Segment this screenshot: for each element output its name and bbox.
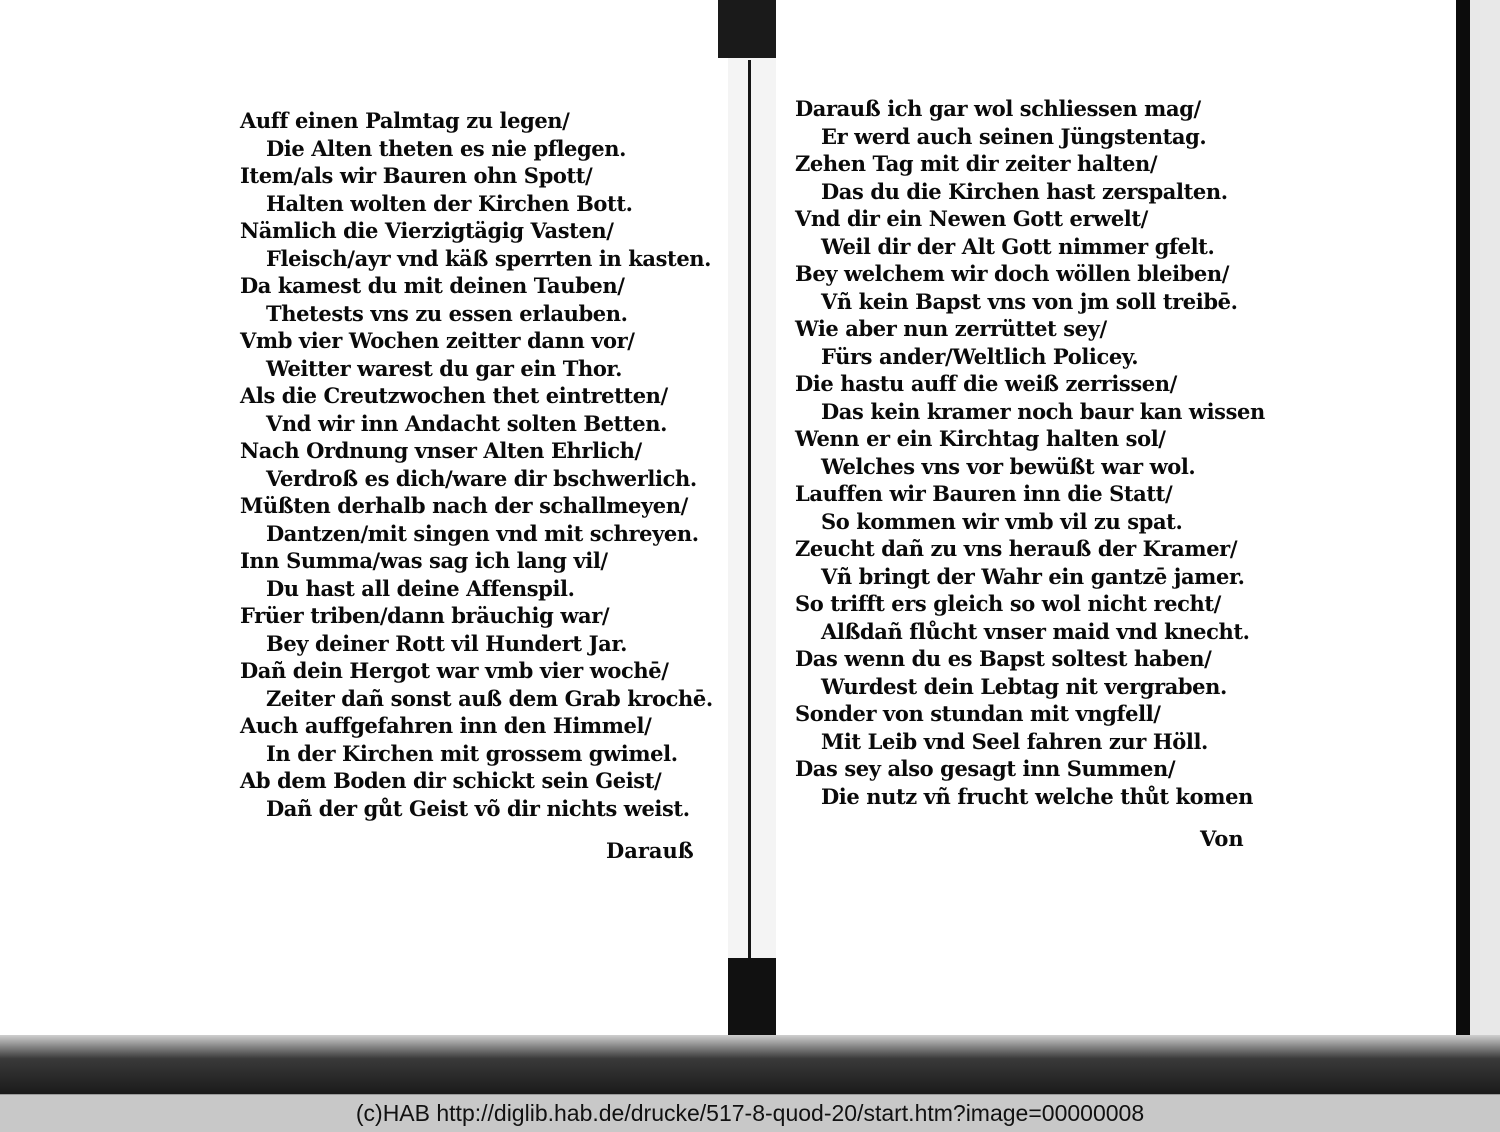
verse-line: Wie aber nun zerrüttet sey/ [795, 316, 1107, 341]
gutter-top-shadow [718, 0, 776, 58]
verse-line: Halten wolten der Kirchen Bott. [266, 190, 633, 216]
verse-line: Welches vns vor bewüßt war wol. [821, 453, 1196, 479]
copyright-url-text: (c)HAB http://diglib.hab.de/drucke/517-8-quod-20/start.htm?image=00000008 [355, 1100, 1145, 1126]
right-page-text [795, 95, 1265, 810]
verse-line: Die Alten theten es nie pflegen. [266, 135, 627, 161]
verse-line: Fürs ander/Weltlich Policey. [821, 343, 1139, 369]
verse-line: Das du die Kirchen hast zerspalten. [821, 178, 1228, 204]
verse-line: Dañ der gůt Geist võ dir nichts weist. [266, 795, 690, 821]
verse-line: Verdroß es dich/ware dir bschwerlich. [266, 465, 697, 491]
copyright-footer [0, 1094, 1500, 1132]
verse-line: So kommen wir vmb vil zu spat. [821, 508, 1183, 534]
verse-line: Vmb vier Wochen zeitter dann vor/ [240, 328, 635, 353]
verse-line: Wenn er ein Kirchtag halten sol/ [795, 426, 1166, 451]
verse-line: Du hast all deine Affenspil. [266, 575, 575, 601]
verse-line: Vnd wir inn Andacht solten Betten. [266, 410, 668, 436]
verse-line: Dantzen/mit singen vnd mit schreyen. [266, 520, 699, 546]
gutter-bottom-shadow [728, 958, 778, 1046]
verse-line: Inn Summa/was sag ich lang vil/ [240, 548, 608, 573]
verse-line: Weitter warest du gar ein Thor. [266, 355, 623, 381]
gutter-fold-line [748, 60, 751, 1050]
verse-line: Lauffen wir Bauren inn die Statt/ [795, 481, 1173, 506]
verse-line: Nach Ordnung vnser Alten Ehrlich/ [240, 438, 642, 463]
verse-line: Nämlich die Vierzigtägig Vasten/ [240, 218, 614, 243]
verse-line: Das wenn du es Bapst soltest haben/ [795, 646, 1212, 671]
verse-line: Das kein kramer noch baur kan wissen [821, 398, 1265, 424]
verse-line: Zehen Tag mit dir zeiter halten/ [795, 151, 1158, 176]
verse-line: Das sey also gesagt inn Summen/ [795, 756, 1176, 781]
verse-line: Sonder von stundan mit vngfell/ [795, 701, 1161, 726]
verse-line: In der Kirchen mit grossem gwimel. [266, 740, 678, 766]
verse-line: Dañ dein Hergot war vmb vier wochē/ [240, 658, 669, 683]
verse-line: Vnd dir ein Newen Gott erwelt/ [795, 206, 1148, 231]
left-page-text [240, 107, 720, 822]
verse-line: Fleisch/ayr vnd käß sperrten in kasten. [266, 245, 712, 271]
verse-line: Zeiter dañ sonst auß dem Grab krochē. [266, 685, 713, 711]
verse-line: Alßdañ flůcht vnser maid vnd knecht. [821, 618, 1250, 644]
verse-line: Auch auffgefahren inn den Himmel/ [240, 713, 652, 738]
verse-line: Früer triben/dann bräuchig war/ [240, 603, 610, 628]
verse-line: Vñ kein Bapst vns von jm soll treibē. [821, 288, 1238, 314]
verse-line: Die nutz vñ frucht welche thůt komen [821, 783, 1253, 809]
verse-line: Müßten derhalb nach der schallmeyen/ [240, 493, 688, 518]
verse-line: Die hastu auff die weiß zerrissen/ [795, 371, 1177, 396]
verse-line: Thetests vns zu essen erlauben. [266, 300, 628, 326]
verse-line: Weil dir der Alt Gott nimmer gfelt. [821, 233, 1215, 259]
verse-line: Wurdest dein Lebtag nit vergraben. [821, 673, 1227, 699]
verse-line: Vñ bringt der Wahr ein gantzē jamer. [821, 563, 1245, 589]
verse-line: Bey deiner Rott vil Hundert Jar. [266, 630, 627, 656]
right-page-catchword: Von [1200, 826, 1244, 851]
verse-line: Er werd auch seinen Jüngstentag. [821, 123, 1207, 149]
verse-line: Ab dem Boden dir schickt sein Geist/ [240, 768, 662, 793]
scan-bottom-shadow [0, 1035, 1500, 1094]
verse-line: Als die Creutzwochen thet eintretten/ [240, 383, 668, 408]
verse-line: Zeucht dañ zu vns herauß der Kramer/ [795, 536, 1238, 561]
verse-line: Bey welchem wir doch wöllen bleiben/ [795, 261, 1230, 286]
verse-line: Darauß ich gar wol schliessen mag/ [795, 96, 1201, 121]
verse-line: Item/als wir Bauren ohn Spott/ [240, 163, 593, 188]
verse-line: So trifft ers gleich so wol nicht recht/ [795, 591, 1221, 616]
verse-line: Mit Leib vnd Seel fahren zur Höll. [821, 728, 1208, 754]
verse-line: Da kamest du mit deinen Tauben/ [240, 273, 625, 298]
scan-margin-right [1470, 0, 1500, 1060]
right-page-edge [1456, 0, 1470, 1060]
verse-line: Auff einen Palmtag zu legen/ [240, 108, 570, 133]
book-gutter [728, 0, 776, 1060]
left-page-catchword: Darauß [606, 838, 694, 863]
